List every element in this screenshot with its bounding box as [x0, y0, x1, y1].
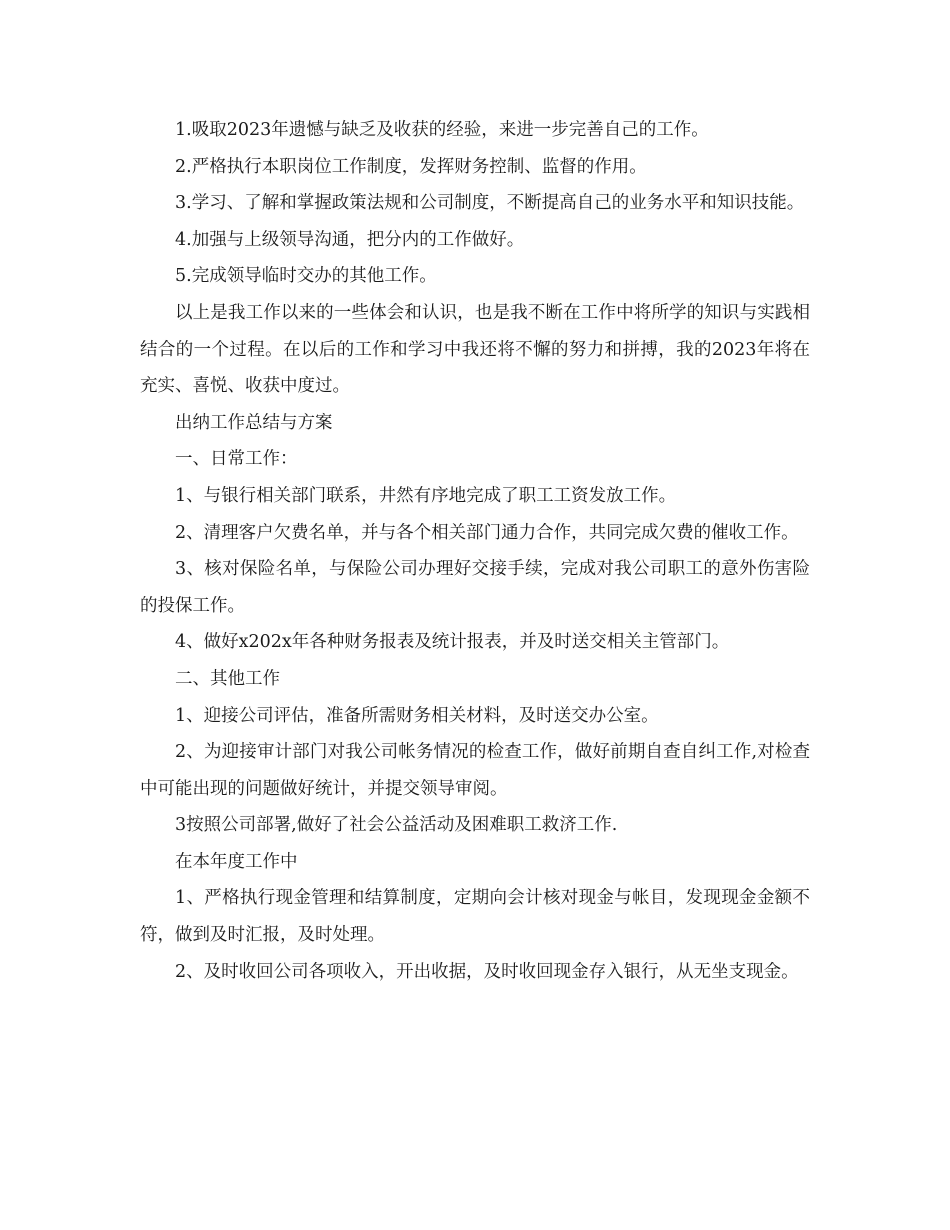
paragraph-6: 以上是我工作以来的一些体会和认识，也是我不断在工作中将所学的知识与实践相结合的一个过程。在以后的工作和学习中我还将不懈的努力和拼搏，我的2023年将在充实、喜悦、收获中度过。: [140, 302, 810, 397]
section-title: 出纳工作总结与方案: [175, 412, 333, 433]
paragraph-5: 5.完成领导临时交办的其他工作。: [175, 266, 437, 287]
document-body: [140, 112, 810, 990]
paragraph-3: 3.学习、了解和掌握政策法规和公司制度，不断提高自己的业务水平和知识技能。: [175, 193, 805, 214]
paragraph-14: 1、迎接公司评估，准备所需财务相关材料，及时送交办公室。: [175, 705, 659, 726]
paragraph-1: 1.吸取2023年遗憾与缺乏及收获的经验，来进一步完善自己的工作。: [175, 120, 709, 140]
paragraph-9: 1、与银行相关部门联系，井然有序地完成了职工工资发放工作。: [175, 485, 677, 506]
heading-this-year: 在本年度工作中: [175, 851, 298, 872]
heading-other-work: 二、其他工作: [175, 668, 280, 689]
heading-daily-work: 一、日常工作：: [175, 449, 298, 470]
paragraph-15: 2、为迎接审计部门对我公司帐务情况的检查工作，做好前期自查自纠工作,对检查中可能出现的问题做好统计，并提交领导审阅。: [140, 742, 810, 799]
paragraph-12: 4、做好x202x年各种财务报表及统计报表，并及时送交相关主管部门。: [175, 632, 730, 653]
paragraph-11: 3、核对保险名单，与保险公司办理好交接手续，完成对我公司职工的意外伤害险的投保工作。: [140, 559, 810, 616]
paragraph-2: 2.严格执行本职岗位工作制度，发挥财务控制、监督的作用。: [175, 156, 647, 177]
paragraph-4: 4.加强与上级领导沟通，把分内的工作做好。: [175, 229, 525, 250]
paragraph-10: 2、清理客户欠费名单，并与各个相关部门通力合作，共同完成欠费的催收工作。: [175, 522, 799, 543]
paragraph-18: 1、严格执行现金管理和结算制度，定期向会计核对现金与帐目，发现现金金额不符，做到及时汇报，及时处理。: [140, 888, 810, 946]
paragraph-16: 3按照公司部署,做好了社会公益活动及困难职工救济工作.: [175, 815, 618, 836]
paragraph-19: 2、及时收回公司各项收入，开出收据，及时收回现金存入银行，从无坐支现金。: [175, 961, 799, 982]
